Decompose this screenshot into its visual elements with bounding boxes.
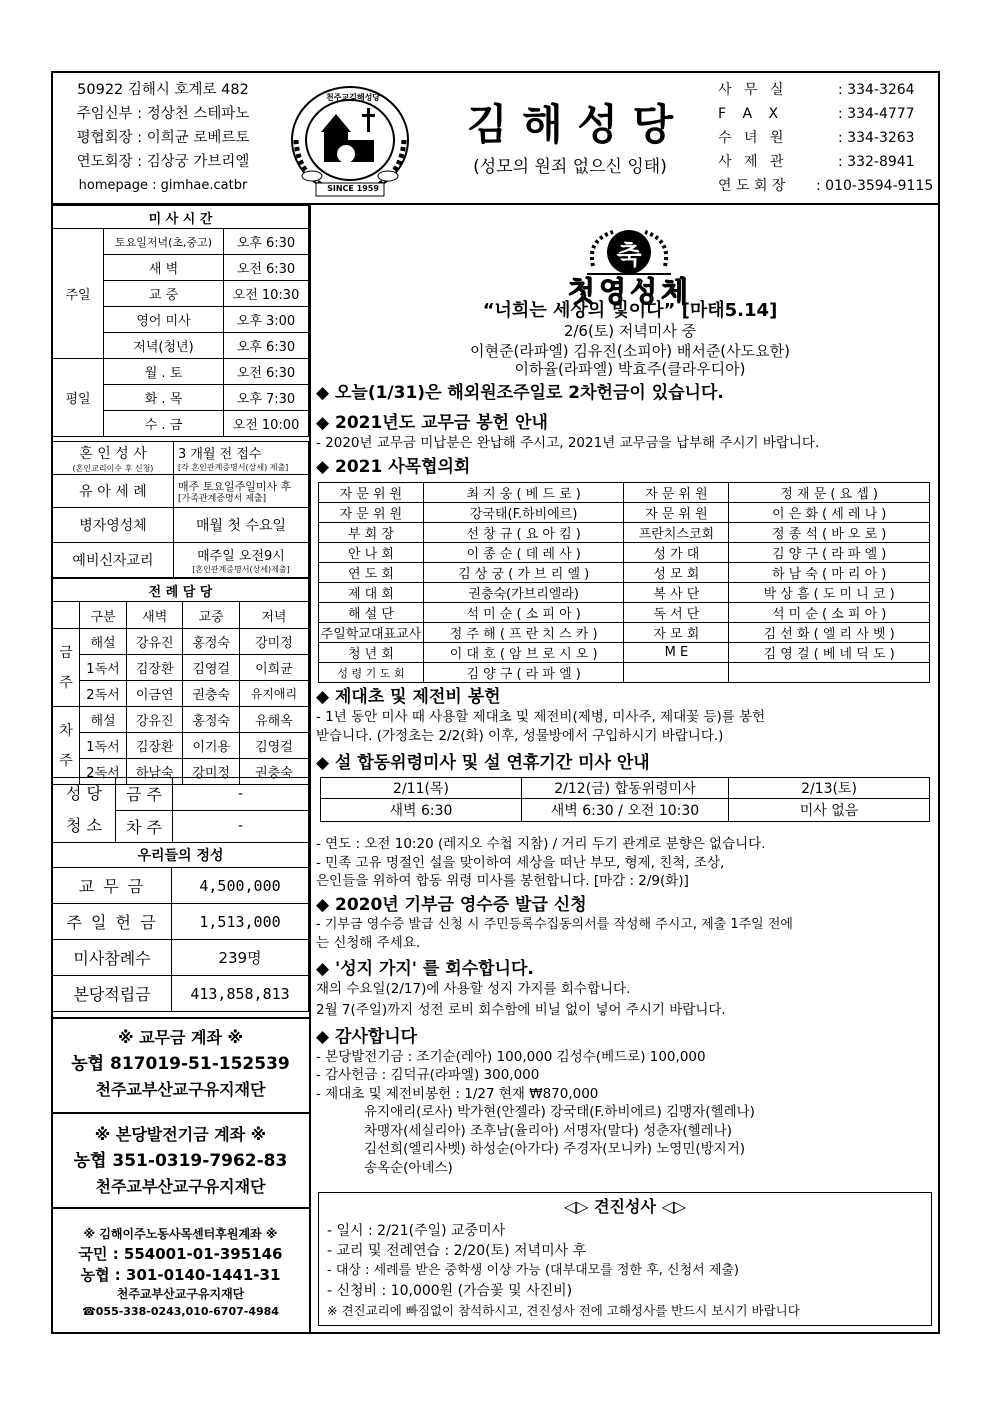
- council-role: [624, 663, 729, 683]
- notice-thanks-body-5: 차맹자(세실리아) 조후남(율리아) 서명자(말다) 성춘자(헬레나): [364, 1122, 732, 1139]
- council-member: 하 남 숙 ( 마 리 아 ): [729, 563, 930, 583]
- liturgy-cell: 김영걸: [183, 655, 239, 681]
- liturgy-cell: 권충숙: [183, 681, 239, 707]
- sacraments-table: [52, 441, 309, 578]
- cleaning-this-week-value: -: [173, 778, 309, 811]
- council-president: 평협회장 : 이희균 로베르토: [76, 130, 250, 146]
- liturgy-header: 교중: [183, 602, 239, 629]
- liturgy-role: 해설: [80, 707, 127, 733]
- confirmation-line: - 대상 : 세례를 받은 중학생 이상 가능 (대부대모를 정한 후, 신청서 제출): [327, 1263, 740, 1278]
- holiday-head: 2/13(토): [729, 778, 930, 799]
- notice-receipt-body-1: - 기부금 영수증 발급 신청 시 주민등록수집동의서를 작성해 주시고, 제출 1주일 전에: [316, 916, 793, 932]
- mass-name: 월 . 토: [104, 359, 224, 385]
- notice-thanks-body-7: 송옥순(아녜스): [364, 1159, 453, 1176]
- liturgy-cell: 이희균: [239, 655, 308, 681]
- notice-dues-body: - 2020년 교무금 미납분은 완납해 주시고, 2021년 교무금을 납부해 주시기 바랍니다.: [316, 435, 820, 451]
- liturgy-role: 2독서: [80, 681, 127, 707]
- offering-value: 4,500,000: [172, 868, 309, 904]
- notice-palm-body-1: 재의 수요일(2/17)에 사용할 성지 가지를 회수합니다.: [316, 980, 631, 997]
- contact-senior: 연 도 회 장 : 010-3594-9115: [718, 178, 934, 194]
- mass-time: 오전 6:30: [224, 359, 309, 385]
- notice-holiday-body-1: - 연도 : 오전 10:20 (레지오 수첩 지참) / 거리 두기 관계로 분향은 없습니다.: [316, 836, 766, 852]
- council-role: 복 사 단: [624, 583, 729, 603]
- notice-overseas-aid: ◆ 오늘(1/31)은 해외원조주일로 2차헌금이 있습니다.: [316, 383, 724, 403]
- holiday-table: [320, 777, 930, 822]
- mass-time: 오전 6:30: [224, 255, 309, 281]
- cleaning-label: 성 당 청 소: [53, 778, 116, 843]
- confirmation-line: - 교리 및 전례연습 : 2/20(토) 저녁미사 후: [327, 1243, 587, 1259]
- notice-thanks-body-6: 김선희(엘리사벳) 하성순(아가다) 주경자(모니카) 노영민(방지거): [364, 1141, 746, 1157]
- notice-thanks-title: ◆ 감사합니다: [316, 1026, 418, 1047]
- mass-time: 오후 3:00: [224, 307, 309, 333]
- notice-thanks-body-2: - 감사헌금 : 김덕규(라파엘) 300,000: [316, 1067, 540, 1083]
- next-week-label: 차주: [53, 707, 80, 785]
- notice-holiday-body-2: - 민족 고유 명절인 설을 맞이하여 세상을 떠난 부모, 형제, 친척, 조상,: [316, 854, 725, 871]
- liturgy-cell: 이금연: [127, 681, 183, 707]
- offering-table: [52, 842, 309, 1012]
- liturgy-cell: 김장환: [127, 655, 183, 681]
- council-member: 정 종 석 ( 바 오 로 ): [729, 523, 930, 543]
- council-role: 청 년 회: [319, 643, 424, 663]
- mass-name: 교 중: [104, 281, 224, 307]
- liturgy-cell: 김장환: [127, 733, 183, 759]
- council-role: 부 회 장: [319, 523, 424, 543]
- mass-name: 수 . 금: [104, 411, 224, 437]
- offering-title: 우리들의 정성: [53, 843, 309, 868]
- confirmation-line: ※ 견진교리에 빠짐없이 참석하시고, 견진성사 전에 고해성사를 반드시 보시기 바랍니다: [327, 1303, 800, 1318]
- council-member: 김 양 구 ( 라 파 엘 ): [423, 663, 624, 683]
- mass-name: 영어 미사: [104, 307, 224, 333]
- liturgy-role: 1독서: [80, 733, 127, 759]
- liturgy-cell: 홍정숙: [183, 707, 239, 733]
- contact-list: [718, 78, 936, 198]
- notice-candles-title: ◆ 제대초 및 제전비 봉헌: [316, 687, 501, 707]
- council-row: [319, 543, 930, 563]
- offering-name: 미사참례수: [53, 940, 172, 976]
- council-member: [729, 663, 930, 683]
- notice-palm-title: ◆ '성지 가지' 를 회수합니다.: [316, 958, 534, 979]
- offering-value: 1,513,000: [172, 904, 309, 940]
- weekday-label: 평일: [53, 359, 104, 437]
- council-row: [319, 503, 930, 523]
- council-role: 자 문 위 원: [624, 503, 729, 523]
- notice-palm-body-2: 2월 7(주일)까지 성전 로비 회수함에 비닐 없이 넣어 주시기 바랍니다.: [316, 1002, 726, 1018]
- council-row: [319, 623, 930, 643]
- mass-time: 오전 10:30: [224, 281, 309, 307]
- mass-name: 토요일저녁(초,중고): [104, 229, 224, 255]
- council-row: [319, 563, 930, 583]
- holiday-value: 미사 없음: [729, 799, 930, 822]
- notice-thanks-body-1: - 본당발전기금 : 조기순(레아) 100,000 김성수(베드로) 100,000: [316, 1048, 706, 1065]
- contact-fax: F A X : 334-4777: [718, 106, 915, 122]
- celebration-quote: “너희는 세상의 빛이다” [마태5.14]: [482, 300, 778, 321]
- notice-candles-body-2: 받습니다. (가정초는 2/2(화) 이후, 성물방에서 구입하시기 바랍니다.): [316, 727, 724, 744]
- confirmation-line: - 일시 : 2/21(주일) 교중미사: [327, 1223, 506, 1239]
- council-member: 권충숙(가브리엘라): [423, 583, 624, 603]
- council-role: 제 대 회: [319, 583, 424, 603]
- notices-column-3: [316, 835, 936, 1177]
- council-role: 자 모 회: [624, 623, 729, 643]
- council-member: 이 대 호 ( 암 브 로 시 오 ): [423, 643, 624, 663]
- page-title: 김 해 성 당: [466, 100, 674, 149]
- council-member: 이 종 순 ( 데 레 사 ): [423, 543, 624, 563]
- holiday-value: 새벽 6:30 / 오전 10:30: [521, 799, 728, 822]
- holiday-value: 새벽 6:30: [321, 799, 522, 822]
- liturgy-cell: 강미정: [239, 629, 308, 655]
- council-row: [319, 643, 930, 663]
- accounts-divider-3: [52, 1207, 309, 1209]
- notice-candles-body-1: - 1년 동안 미사 때 사용할 제대초 및 제전비(제병, 미사주, 제대꽃 등)를 봉헌: [316, 709, 766, 725]
- liturgy-role: 2독서: [80, 759, 127, 785]
- cleaning-next-week-value: -: [173, 810, 309, 843]
- logo-since: SINCE 1959: [327, 184, 379, 193]
- liturgy-cell: 하남숙: [127, 759, 183, 785]
- council-role: 성 가 대: [624, 543, 729, 563]
- liturgy-cell: 이기용: [183, 733, 239, 759]
- mass-name: 새 벽: [104, 255, 224, 281]
- notice-holiday-body-3: 은인들을 위하여 합동 위령 미사를 봉헌합니다. [마감 : 2/9(화)]: [316, 873, 689, 889]
- contact-rectory: 사 제 관 : 332-8941: [718, 154, 915, 170]
- homepage: homepage : gimhae.catbr: [78, 178, 248, 193]
- council-member: 석 미 순 ( 소 피 아 ): [423, 603, 624, 623]
- council-member: 선 창 규 ( 요 아 킴 ): [423, 523, 624, 543]
- liturgy-cell: 홍정숙: [183, 629, 239, 655]
- council-member: 강국태(F.하비에르): [423, 503, 624, 523]
- council-member: 정 주 해 ( 프 란 치 스 카 ): [423, 623, 624, 643]
- logo-top-text: 천주교김해성당: [325, 93, 381, 102]
- liturgy-header: 구분: [80, 602, 127, 629]
- council-table: [318, 482, 930, 683]
- mass-title: 미 사 시 간: [53, 206, 309, 229]
- council-role: 프란치스코회: [624, 523, 729, 543]
- liturgy-table: [52, 578, 309, 785]
- this-week-label: 금주: [53, 629, 80, 707]
- liturgy-cell: 유해옥: [239, 707, 308, 733]
- liturgy-header: 새벽: [127, 602, 183, 629]
- sacrament-name: 병자영성체: [53, 508, 174, 543]
- sacrament-value: 매주 토요일주일미사 후 [가족관계증명서 제출]: [174, 475, 309, 508]
- council-role: 안 나 회: [319, 543, 424, 563]
- liturgy-role: 해설: [80, 629, 127, 655]
- address: 50922 김해시 호계로 482: [77, 82, 249, 98]
- accounts-divider-1: [52, 1017, 309, 1019]
- header-left: [58, 78, 268, 198]
- sunday-label: 주일: [53, 229, 104, 359]
- cleaning-table: [52, 777, 309, 843]
- mass-time: 오후 6:30: [224, 333, 309, 359]
- liturgy-cell: 강유진: [127, 707, 183, 733]
- council-member: 김 양 구 ( 라 파 엘 ): [729, 543, 930, 563]
- celebration-stamp-text: 첫영성체: [567, 275, 693, 308]
- confirmation-box: [318, 1192, 932, 1326]
- liturgy-cell: 강유진: [127, 629, 183, 655]
- council-member: 박 상 흠 ( 도 미 니 코 ): [729, 583, 930, 603]
- celebration-names-2: 이하율(라파엘) 박효주(클라우디아): [514, 360, 746, 378]
- liturgy-role: 1독서: [80, 655, 127, 681]
- council-role: M E: [624, 643, 729, 663]
- confirmation-lines: [319, 1221, 931, 1321]
- notice-dues-title: ◆ 2021년도 교무금 봉헌 안내: [316, 413, 548, 433]
- sacrament-value: 매주일 오전9시 [혼인관계증명서(상세)제출]: [174, 543, 309, 578]
- council-role: 주일학교대표교사: [319, 623, 424, 643]
- mass-name: 화 . 목: [104, 385, 224, 411]
- page-subtitle: (성모의 원죄 없으신 잉태): [473, 157, 667, 177]
- liturgy-title: 전 례 담 당: [53, 579, 309, 602]
- council-member: 김 상 궁 ( 가 브 리 엘 ): [423, 563, 624, 583]
- notice-receipt-title: ◆ 2020년 기부금 영수증 발급 신청: [316, 894, 587, 915]
- sacrament-name: 혼 인 성 사 (혼인교리이수 후 신청): [53, 442, 174, 475]
- council-member: 김 영 걸 ( 베 네 딕 도 ): [729, 643, 930, 663]
- council-role: 해 설 단: [319, 603, 424, 623]
- mass-time: 오후 6:30: [224, 229, 309, 255]
- council-role: 자 문 위 원: [319, 483, 424, 503]
- celebration-date: 2/6(토) 저녁미사 중: [563, 322, 697, 340]
- liturgy-corner: [53, 602, 80, 629]
- liturgy-cell: 권충숙: [239, 759, 308, 785]
- offering-name: 교 무 금: [53, 868, 172, 904]
- cleaning-this-week: 금 주: [116, 778, 173, 811]
- mass-name: 저녁(청년): [104, 333, 224, 359]
- sacrament-value: 매월 첫 수요일: [174, 508, 309, 543]
- mass-time: 오전 10:00: [224, 411, 309, 437]
- notice-council-title: ◆ 2021 사목협의회: [316, 456, 471, 477]
- notice-holiday-title: ◆ 설 합동위령미사 및 설 연휴기간 미사 안내: [316, 753, 650, 773]
- liturgy-header: 저녁: [239, 602, 308, 629]
- confirmation-line: - 신청비 : 10,000원 (가슴꽃 및 사진비): [327, 1283, 573, 1299]
- council-row: [319, 603, 930, 623]
- account-3: ※ 김해이주노동사목센터후원계좌 ※ 국민 : 554001-01-395146 농협 : 301-0140-1441-31 천주교부산교구유지재단 ☎055-338-0243,010-6707-4984: [78, 1227, 283, 1318]
- notice-thanks-body-4: 유지애리(로사) 박가현(안젤라) 강국태(F.하비에르) 김맹자(헬레나): [364, 1104, 755, 1120]
- council-member: 김 선 화 ( 엘 리 사 벳 ): [729, 623, 930, 643]
- mass-time: 오후 7:30: [224, 385, 309, 411]
- council-role: 성 모 회: [624, 563, 729, 583]
- accounts-divider-2: [52, 1112, 309, 1114]
- sacrament-name: 유 아 세 례: [53, 475, 174, 508]
- council-row: [319, 483, 930, 503]
- council-role: 연 도 회: [319, 563, 424, 583]
- holiday-head: 2/11(목): [321, 778, 522, 799]
- account-1: ※ 교무금 계좌 ※ 농협 817019-51-152539 천주교부산교구유지재단: [71, 1028, 290, 1099]
- council-member: 석 미 순 ( 소 피 아 ): [729, 603, 930, 623]
- liturgy-cell: 김영걸: [239, 733, 308, 759]
- offering-name: 본당적립금: [53, 976, 172, 1012]
- notice-thanks-body-3: - 제대초 및 제전비봉헌 : 1/27 현재 ₩870,000: [316, 1085, 599, 1102]
- council-member: 이 은 화 ( 세 레 나 ): [729, 503, 930, 523]
- sacrament-name: 예비신자교리: [53, 543, 174, 578]
- account-2: ※ 본당발전기금 계좌 ※ 농협 351-0319-7962-83 천주교부산교구유지재단: [73, 1125, 288, 1196]
- liturgy-cell: 강미정: [183, 759, 239, 785]
- confirmation-title: ◁▷ 견진성사 ◁▷: [563, 1197, 687, 1216]
- offering-value: 239명: [172, 940, 309, 976]
- council-row: [319, 523, 930, 543]
- sacrament-value: 3 개월 전 접수 [각 혼인관계증명서(상세) 제출]: [174, 442, 309, 475]
- mass-times-table: [52, 205, 309, 437]
- celebration-badge: 축: [616, 241, 642, 271]
- notice-receipt-body-2: 는 신청해 주세요.: [316, 935, 421, 951]
- offering-name: 주 일 헌 금: [53, 904, 172, 940]
- council-row: [319, 583, 930, 603]
- council-role: 독 서 단: [624, 603, 729, 623]
- council-member: 최 지 웅 ( 베 드 로 ): [423, 483, 624, 503]
- contact-office: 사 무 실 : 334-3264: [718, 82, 915, 98]
- pastor: 주임신부 : 정상천 스테파노: [76, 106, 250, 122]
- senior-president: 연도회장 : 김상궁 가브리엘: [76, 154, 250, 170]
- holiday-head: 2/12(금) 합동위령미사: [521, 778, 728, 799]
- council-member: 정 재 문 ( 요 셉 ): [729, 483, 930, 503]
- council-role: 자 문 위 원: [319, 503, 424, 523]
- celebration-names-1: 이현준(라파엘) 김유진(소피아) 배서준(사도요한): [470, 342, 790, 360]
- liturgy-cell: 유지애리: [239, 681, 308, 707]
- council-role: 성 령 기 도 회: [319, 663, 424, 683]
- notices-column-2: [316, 686, 936, 774]
- council-role: 자 문 위 원: [624, 483, 729, 503]
- cleaning-next-week: 차 주: [116, 810, 173, 843]
- contact-convent: 수 녀 원 : 334-3263: [718, 130, 915, 146]
- notices-column: [316, 380, 936, 478]
- column-divider: [309, 205, 311, 1333]
- offering-value: 413,858,813: [172, 976, 309, 1012]
- council-row: [319, 663, 930, 683]
